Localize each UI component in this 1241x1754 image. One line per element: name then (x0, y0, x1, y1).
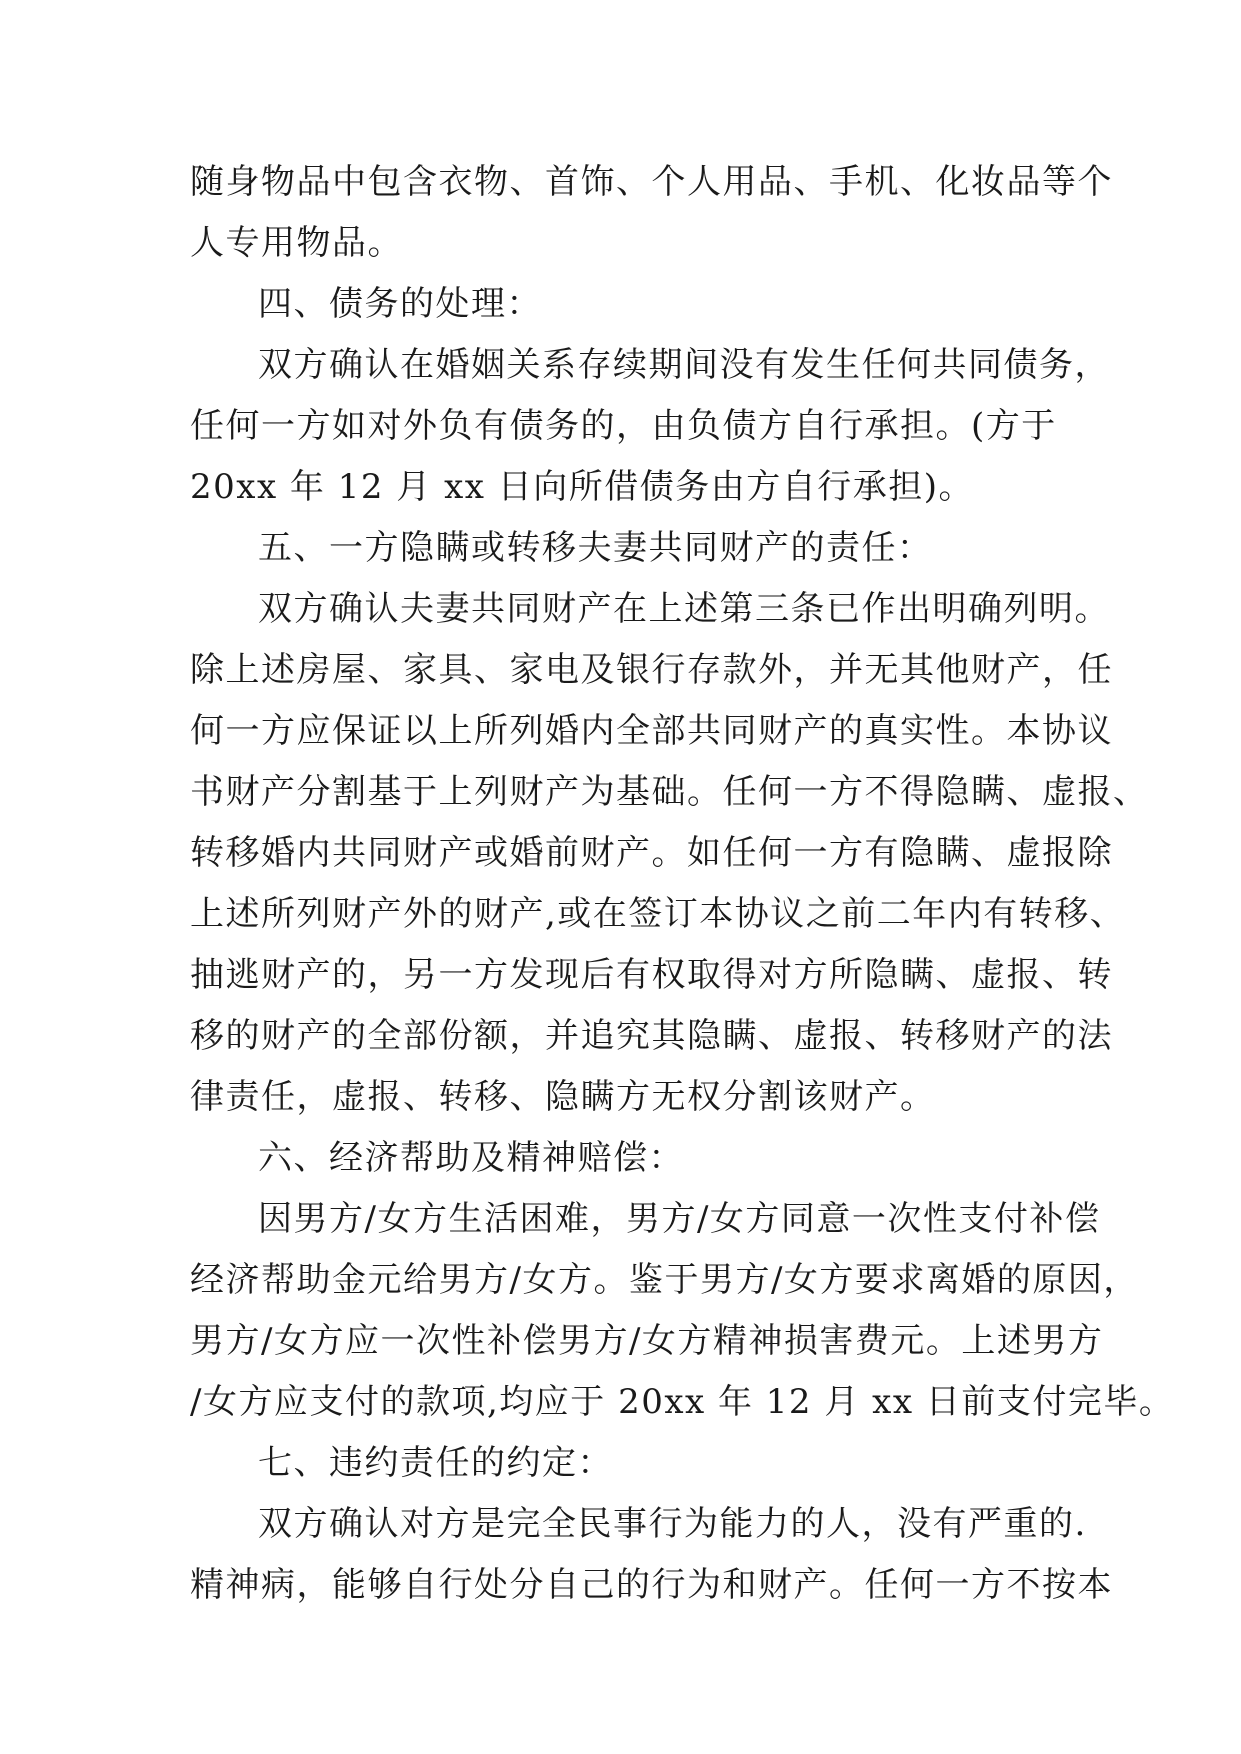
text-line: 书财产分割基于上列财产为基础。任何一方不得隐瞒、虚报、 (190, 772, 1149, 812)
text-line: 双方确认在婚姻关系存续期间没有发生任何共同债务， (258, 345, 1110, 385)
text-line: 除上述房屋、家具、家电及银行存款外，并无其他财产，任 (190, 650, 1113, 690)
text-line: 精神病，能够自行处分自己的行为和财产。任何一方不按本 (190, 1565, 1113, 1605)
text-line: 律责任，虚报、转移、隐瞒方无权分割该财产。 (190, 1077, 936, 1117)
section-heading-5: 五、一方隐瞒或转移夫妻共同财产的责任： (258, 528, 933, 568)
text-line: 任何一方如对外负有债务的，由负债方自行承担。(方于 (190, 406, 1057, 446)
text-line: 男方/女方应一次性补偿男方/女方精神损害费元。上述男方 (190, 1321, 1104, 1361)
section-heading-6: 六、经济帮助及精神赔偿： (258, 1138, 684, 1178)
text-line: 因男方/女方生活困难，男方/女方同意一次性支付补偿 (258, 1199, 1101, 1239)
text-line: 20xx 年 12 月 xx 日向所借债务由方自行承担)。 (190, 467, 975, 507)
text-line: 经济帮助金元给男方/女方。鉴于男方/女方要求离婚的原因， (190, 1260, 1139, 1300)
text-line: 抽逃财产的，另一方发现后有权取得对方所隐瞒、虚报、转 (190, 955, 1113, 995)
text-line: 移的财产的全部份额，并追究其隐瞒、虚报、转移财产的法 (190, 1016, 1113, 1056)
text-line: /女方应支付的款项,均应于 20xx 年 12 月 xx 日前支付完毕。 (190, 1382, 1175, 1422)
section-heading-4: 四、债务的处理： (258, 284, 542, 324)
text-line: 何一方应保证以上所列婚内全部共同财产的真实性。本协议 (190, 711, 1113, 751)
text-line: 转移婚内共同财产或婚前财产。如任何一方有隐瞒、虚报除 (190, 833, 1113, 873)
text-line: 随身物品中包含衣物、首饰、个人用品、手机、化妆品等个 (190, 162, 1113, 202)
text-line: 上述所列财产外的财产,或在签订本协议之前二年内有转移、 (190, 894, 1126, 934)
section-heading-7: 七、违约责任的约定： (258, 1443, 613, 1483)
document-body (190, 152, 1175, 1616)
text-line: 人专用物品。 (190, 223, 403, 263)
text-line: 双方确认对方是完全民事行为能力的人，没有严重的. (258, 1504, 1087, 1544)
text-line: 双方确认夫妻共同财产在上述第三条已作出明确列明。 (258, 589, 1110, 629)
